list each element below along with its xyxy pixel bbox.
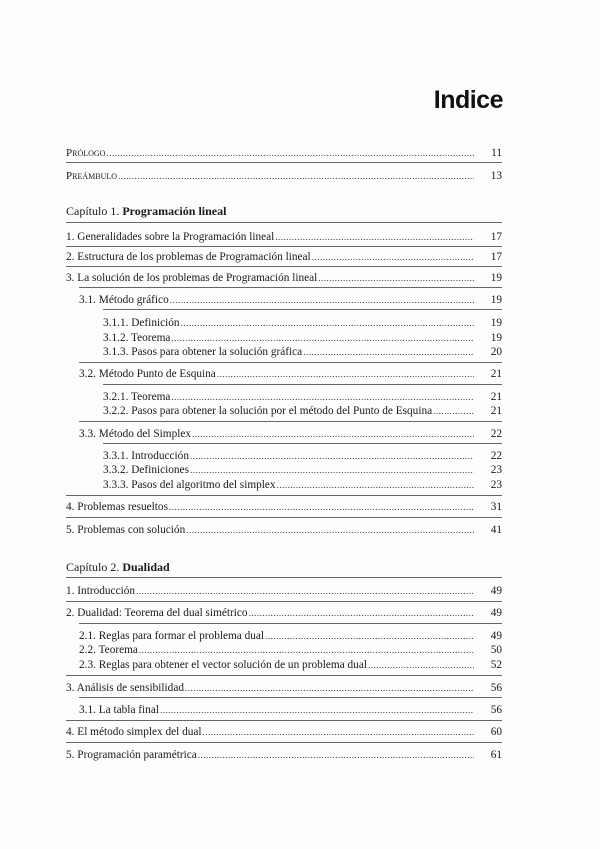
divider <box>103 443 502 444</box>
leader-dots <box>303 346 474 359</box>
leader-dots <box>368 659 474 672</box>
toc-entry[interactable] <box>103 317 502 330</box>
divider <box>66 742 502 743</box>
toc-entry[interactable] <box>66 231 502 244</box>
toc-entry[interactable] <box>79 704 502 717</box>
leader-dots <box>190 450 474 463</box>
toc-entry-label: Preámbulo <box>66 170 118 182</box>
toc-page-number: 19 <box>490 294 502 306</box>
toc-entry[interactable] <box>66 524 502 537</box>
toc-page-number: 19 <box>490 272 502 284</box>
toc-entry-label: 3.3.3. Pasos del algoritmo del simplex <box>103 479 276 491</box>
divider <box>79 287 502 288</box>
divider <box>66 517 502 518</box>
chapter-heading <box>66 204 226 219</box>
toc-entry-label: 3.1. Método gráfico <box>79 294 169 306</box>
chapter-title: Programación lineal <box>122 204 227 218</box>
leader-dots <box>169 501 474 514</box>
toc-entry-label: 2.1. Reglas para formar el problema dual <box>79 630 265 642</box>
toc-entry-label: 3.1.1. Definición <box>103 317 180 329</box>
leader-dots <box>139 644 474 657</box>
toc-entry-label: 4. El método simplex del dual <box>66 726 202 738</box>
toc-page-number: 11 <box>491 147 502 159</box>
leader-dots <box>181 317 474 330</box>
divider <box>79 421 502 422</box>
toc-entry-label: 3.1.3. Pasos para obtener la solución gráfica <box>103 346 303 358</box>
toc-entry-label: 2.2. Teorema <box>79 644 138 656</box>
toc-entry[interactable] <box>79 659 502 672</box>
toc-entry-label: 3.1. La tabla final <box>79 704 159 716</box>
toc-entry-label: 3. Análisis de sensibilidad <box>66 682 184 694</box>
divider <box>66 675 502 676</box>
toc-entry[interactable] <box>66 272 502 285</box>
divider <box>103 384 502 385</box>
leader-dots <box>185 682 474 695</box>
leader-dots <box>265 630 474 643</box>
leader-dots <box>192 428 474 441</box>
toc-entry-label: 3.3. Método del Simplex <box>79 428 192 440</box>
toc-entry[interactable] <box>79 644 502 657</box>
leader-dots <box>136 585 474 598</box>
divider <box>66 601 502 602</box>
toc-entry[interactable] <box>66 682 502 695</box>
toc-page-number: 49 <box>490 585 502 597</box>
toc-page-number: 19 <box>490 317 502 329</box>
toc-entry[interactable] <box>66 726 502 739</box>
toc-entry[interactable] <box>103 405 502 418</box>
chapter-number: Capítulo 2. <box>66 560 120 574</box>
toc-entry[interactable] <box>66 585 502 598</box>
toc-page-number: 56 <box>490 682 502 694</box>
leader-dots <box>217 368 474 381</box>
toc-entry[interactable] <box>79 294 502 307</box>
toc-page-number: 49 <box>490 630 502 642</box>
toc-entry-prologo[interactable] <box>66 147 502 160</box>
divider <box>66 495 502 496</box>
toc-page-number: 19 <box>490 332 502 344</box>
leader-dots <box>106 147 474 160</box>
toc-entry[interactable] <box>103 391 502 404</box>
toc-entry-label: 5. Problemas con solución <box>66 524 186 536</box>
toc-entry[interactable] <box>79 368 502 381</box>
leader-dots <box>118 170 474 183</box>
toc-page-number: 61 <box>490 749 502 761</box>
chapter-title: Dualidad <box>122 560 170 574</box>
page-title: Indice <box>433 86 503 114</box>
toc-page-number: 17 <box>490 231 502 243</box>
toc-page-number: 52 <box>490 659 502 671</box>
toc-entry[interactable] <box>66 501 502 514</box>
toc-entry[interactable] <box>79 428 502 441</box>
toc-page-number: 22 <box>490 428 502 440</box>
divider <box>66 577 502 578</box>
toc-page-number: 21 <box>490 368 502 380</box>
toc-entry[interactable] <box>66 251 502 264</box>
toc-entry[interactable] <box>66 607 502 620</box>
toc-entry[interactable] <box>66 749 502 762</box>
divider <box>79 697 502 698</box>
toc-entry-label: 5. Programación paramétrica <box>66 749 197 761</box>
toc-entry[interactable] <box>103 479 502 492</box>
toc-entry-label: Prólogo <box>66 147 106 159</box>
leader-dots <box>318 272 474 285</box>
chapter-number: Capítulo 1. <box>66 204 120 218</box>
toc-page-number: 49 <box>490 607 502 619</box>
toc-entry-label: 3.3.2. Definiciones <box>103 464 189 476</box>
leader-dots <box>277 479 474 492</box>
chapter-heading <box>66 560 170 575</box>
toc-page-number: 50 <box>490 644 502 656</box>
toc-entry-label: 1. Introducción <box>66 585 136 597</box>
toc-entry-label: 1. Generalidades sobre la Programación lineal <box>66 231 275 243</box>
toc-page-number: 60 <box>490 726 502 738</box>
divider <box>103 309 502 310</box>
toc-page-number: 23 <box>490 479 502 491</box>
toc-page-number: 56 <box>490 704 502 716</box>
toc-entry[interactable] <box>79 630 502 643</box>
divider <box>66 266 502 267</box>
leader-dots <box>186 524 474 537</box>
toc-entry[interactable] <box>103 450 502 463</box>
leader-dots <box>198 749 474 762</box>
toc-entry-label: 3.2. Método Punto de Esquina <box>79 368 216 380</box>
toc-entry-label: 3.3.1. Introducción <box>103 450 189 462</box>
toc-page-number: 17 <box>490 251 502 263</box>
leader-dots <box>433 405 474 418</box>
toc-entry[interactable] <box>103 464 502 477</box>
toc-entry-label: 3.2.2. Pasos para obtener la solución por el método del Punto de Esquina <box>103 405 433 417</box>
toc-page-number: 21 <box>490 405 502 417</box>
divider <box>66 246 502 247</box>
divider <box>79 623 502 624</box>
toc-page-number: 21 <box>490 391 502 403</box>
leader-dots <box>275 231 474 244</box>
toc-entry-label: 4. Problemas resueltos <box>66 501 168 513</box>
leader-dots <box>203 726 474 739</box>
toc-page-number: 22 <box>490 450 502 462</box>
divider <box>66 162 502 163</box>
toc-page-number: 13 <box>490 170 502 182</box>
toc-entry-label: 3.1.2. Teorema <box>103 332 171 344</box>
toc-entry[interactable] <box>103 346 502 359</box>
toc-page-number: 31 <box>490 501 502 513</box>
toc-entry-preambulo[interactable] <box>66 170 502 183</box>
toc-page-number: 41 <box>490 524 502 536</box>
leader-dots <box>249 607 474 620</box>
toc-entry-label: 3.2.1. Teorema <box>103 391 171 403</box>
leader-dots <box>170 294 474 307</box>
toc-entry-label: 2. Estructura de los problemas de Programación lineal <box>66 251 311 263</box>
leader-dots <box>312 251 474 264</box>
toc-entry-label: 2. Dualidad: Teorema del dual simétrico <box>66 607 248 619</box>
leader-dots <box>171 391 474 404</box>
leader-dots <box>160 704 474 717</box>
toc-entry-label: 3. La solución de los problemas de Programación lineal <box>66 272 318 284</box>
toc-page-number: 20 <box>490 346 502 358</box>
divider <box>66 720 502 721</box>
leader-dots <box>190 464 474 477</box>
toc-entry[interactable] <box>103 332 502 345</box>
toc-entry-label: 2.3. Reglas para obtener el vector solución de un problema dual <box>79 659 367 671</box>
toc-page-number: 23 <box>490 464 502 476</box>
leader-dots <box>171 332 474 345</box>
divider <box>79 362 502 363</box>
divider <box>66 222 502 223</box>
